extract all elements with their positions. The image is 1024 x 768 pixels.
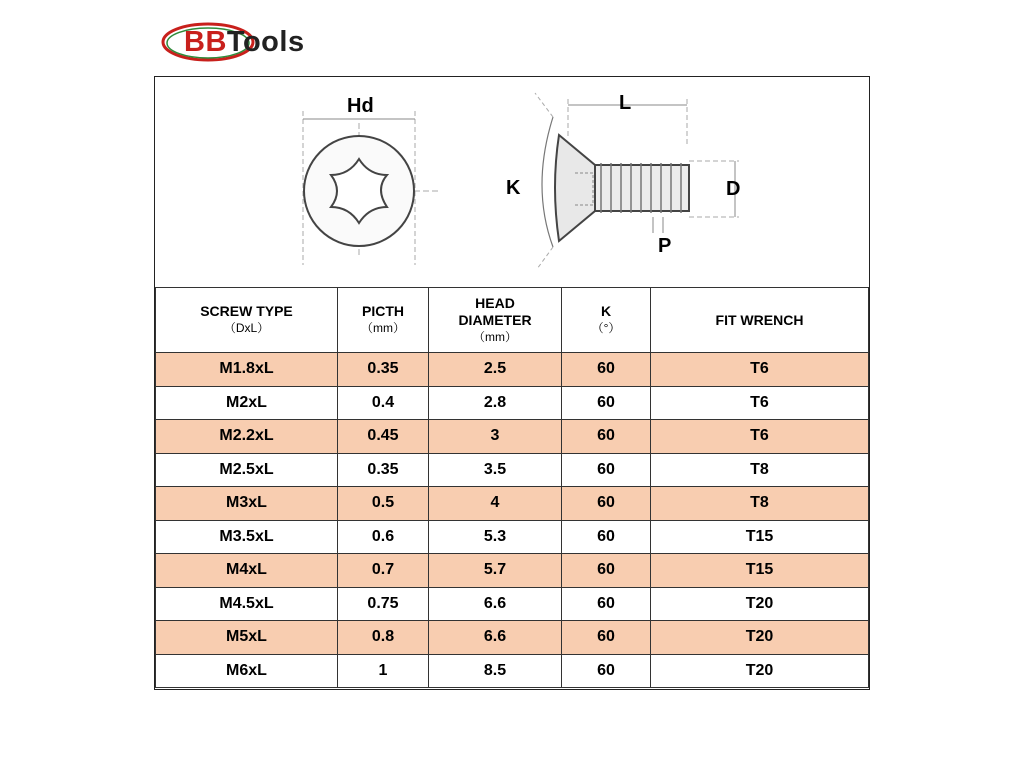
cell-pitch: 0.6 xyxy=(338,520,429,554)
cell-k: 60 xyxy=(562,520,651,554)
cell-head: 2.8 xyxy=(429,386,562,420)
cell-wrench: T6 xyxy=(651,353,869,387)
cell-screw: M5xL xyxy=(156,621,338,655)
cell-screw: M3.5xL xyxy=(156,520,338,554)
cell-k: 60 xyxy=(562,554,651,588)
cell-screw: M2xL xyxy=(156,386,338,420)
cell-wrench: T8 xyxy=(651,453,869,487)
cell-screw: M2.2xL xyxy=(156,420,338,454)
cell-pitch: 0.35 xyxy=(338,353,429,387)
table-row xyxy=(156,654,869,688)
table-row xyxy=(156,621,869,655)
cell-k: 60 xyxy=(562,654,651,688)
cell-head: 4 xyxy=(429,487,562,521)
cell-wrench: T20 xyxy=(651,587,869,621)
label-head-diameter: Hd xyxy=(347,95,374,117)
cell-screw: M2.5xL xyxy=(156,453,338,487)
cell-head: 2.5 xyxy=(429,353,562,387)
cell-head: 5.7 xyxy=(429,554,562,588)
label-pitch: P xyxy=(658,235,672,257)
header-line: K xyxy=(600,303,612,319)
header-sub: （mm） xyxy=(361,321,405,335)
cell-k: 60 xyxy=(562,386,651,420)
cell-k: 60 xyxy=(562,353,651,387)
cell-screw: M4.5xL xyxy=(156,587,338,621)
table-row xyxy=(156,453,869,487)
table-row xyxy=(156,487,869,521)
header-fit-wrench xyxy=(651,288,869,353)
cell-wrench: T6 xyxy=(651,420,869,454)
cell-head: 5.3 xyxy=(429,520,562,554)
header-line: FIT WRENCH xyxy=(715,311,804,328)
cell-pitch: 0.35 xyxy=(338,453,429,487)
brand-logo xyxy=(160,18,330,66)
cell-screw: M4xL xyxy=(156,554,338,588)
cell-screw: M1.8xL xyxy=(156,353,338,387)
table-header-row xyxy=(156,288,869,353)
cell-head: 3.5 xyxy=(429,453,562,487)
cell-head: 6.6 xyxy=(429,621,562,655)
cell-pitch: 0.4 xyxy=(338,386,429,420)
cell-screw: M3xL xyxy=(156,487,338,521)
torx-head-top-view-icon xyxy=(303,111,439,265)
cell-wrench: T20 xyxy=(651,654,869,688)
cell-k: 60 xyxy=(562,587,651,621)
cell-k: 60 xyxy=(562,621,651,655)
table-row xyxy=(156,353,869,387)
header-sub: （DxL） xyxy=(223,321,270,335)
countersunk-screw-side-view-icon xyxy=(535,93,739,269)
table-row xyxy=(156,554,869,588)
cell-pitch: 1 xyxy=(338,654,429,688)
header-k xyxy=(562,288,651,353)
cell-pitch: 0.75 xyxy=(338,587,429,621)
cell-head: 8.5 xyxy=(429,654,562,688)
brand-suffix: Tools xyxy=(226,26,305,58)
header-sub: （mm） xyxy=(473,329,517,344)
spec-sheet xyxy=(154,76,870,690)
label-angle-k: K xyxy=(506,177,521,199)
screw-diagram xyxy=(155,77,868,288)
cell-k: 60 xyxy=(562,420,651,454)
label-length: L xyxy=(619,92,632,114)
brand-name xyxy=(184,26,305,58)
brand-prefix: BB xyxy=(184,26,227,58)
cell-pitch: 0.8 xyxy=(338,621,429,655)
table-row xyxy=(156,520,869,554)
header-line: HEAD xyxy=(475,294,515,311)
header-head-diameter xyxy=(429,288,562,353)
cell-wrench: T15 xyxy=(651,520,869,554)
cell-pitch: 0.45 xyxy=(338,420,429,454)
spec-table xyxy=(155,287,869,688)
cell-head: 3 xyxy=(429,420,562,454)
label-diameter: D xyxy=(726,178,741,200)
cell-k: 60 xyxy=(562,487,651,521)
table-row xyxy=(156,386,869,420)
header-line: PICTH xyxy=(362,303,404,319)
cell-pitch: 0.7 xyxy=(338,554,429,588)
cell-wrench: T20 xyxy=(651,621,869,655)
header-line: SCREW TYPE xyxy=(200,303,293,319)
cell-pitch: 0.5 xyxy=(338,487,429,521)
cell-wrench: T8 xyxy=(651,487,869,521)
header-pitch xyxy=(338,288,429,353)
cell-wrench: T15 xyxy=(651,554,869,588)
header-sub: （°） xyxy=(591,321,621,335)
cell-head: 6.6 xyxy=(429,587,562,621)
header-line-2: DIAMETER xyxy=(458,311,532,328)
cell-k: 60 xyxy=(562,453,651,487)
table-row xyxy=(156,420,869,454)
table-row xyxy=(156,587,869,621)
cell-screw: M6xL xyxy=(156,654,338,688)
header-screw-type xyxy=(156,288,338,353)
cell-wrench: T6 xyxy=(651,386,869,420)
